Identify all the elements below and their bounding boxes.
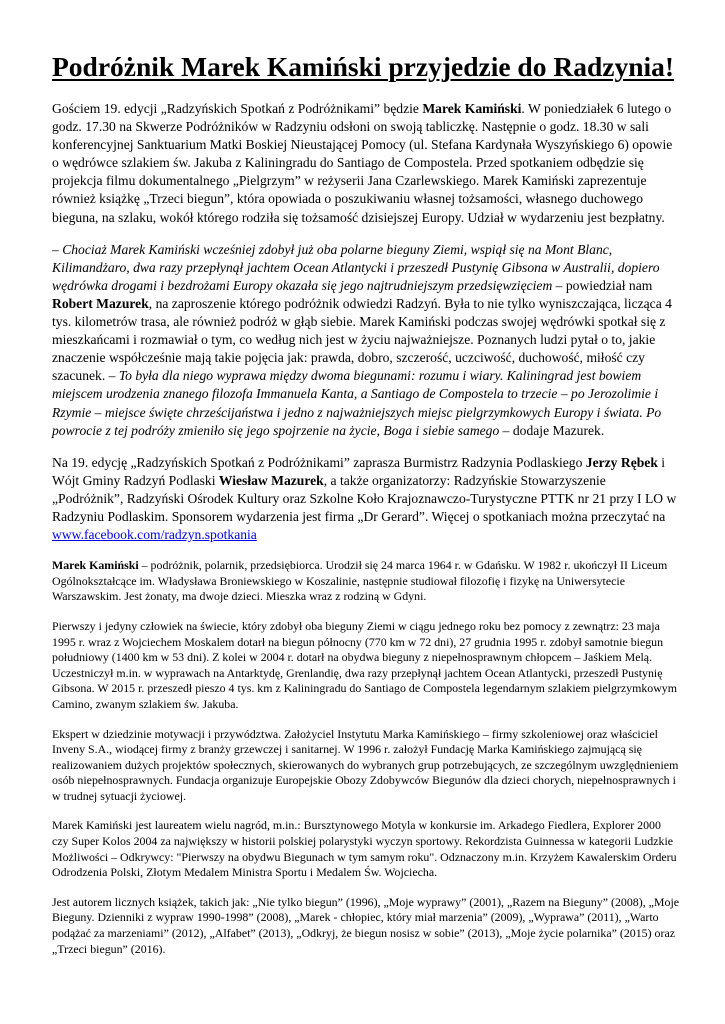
intro-text-a: Gościem 19. edycji „Radzyńskich Spotkań z Podróżnikami” będzie [52, 101, 423, 116]
quote-text-d: , na zaproszenie którego podróżnik odwiedzi Radzyń. Była to nie tylko wyniszczająca, licząca 4 tys. kilometrów trasa, ale również podróż w głąb siebie. Marek Kamiński podczas swojej wędrówki spotkał się z mieszkańcami i rozmawiał o tym, co według nich jest w życiu najważniejsze. Poznanych ludzi pytał o to, jakie znaczenie współcześnie mają takie pojęcia jak: prawda, dobro, szczerość, uczciwość, duchowość, miłość czy szacunek. – [52, 295, 672, 384]
invitation-text-c: i Wójt Gminy Radzyń Podlaski [52, 454, 666, 488]
article [52, 50, 680, 971]
books-paragraph: Jest autorem licznych książek, takich jak: „Nie tylko biegun” (1996), „Moje wyprawy” (2001), „Razem na Bieguny” (2008), „Moje Bieguny. Dzienniki z wypraw 1990-1998” (2008), „Marek - chłopiec, który miał marzenia” (2009), „Wyprawa” (2011), „Warto podążać za marzeniami” (2012), „Alfabet” (2013), „Odkryj, że biegun nosisz w sobie” (2013), „Moje życie polarnika” (2015) oraz „Trzeci biegun” (2016). [52, 894, 680, 956]
invitation-text-e: , a także organizatorzy: Radzyńskie Stowarzyszenie „Podróżnik”, Radzyński Ośrodek Kultury oraz Szkolne Koło Krajoznawczo-Turystyczne PTTK nr 21 przy I LO w Radzyniu Podlaskim. Sponsorem wydarzenia jest firma „Dr Gerard”. Więcej o spotkaniach można przeczytać na [52, 472, 677, 524]
intro-text-c: . W poniedziałek 6 lutego o godz. 17.30 na Skwerze Podróżników w Radzyniu odsłoni on swoją tabliczkę. Następnie o godz. 18.30 w sali konferencyjnej Sanktuarium Matki Boskiej Nieustającej Pomocy (ul. Stefana Kardynała Wyszyńskiego 6) opowie o wędrówce szlakiem św. Jakuba z Kaliningradu do Santiago de Compostela. Przed spotkaniem odbędzie się projekcja filmu dokumentalnego „Pielgrzym” w reżyserii Jana Czarlewskiego. Marek Kamiński zaprezentuje również książkę „Trzeci biegun”, która opowiada o poszukiwaniu własnej tożsamości, własnego duchowego bieguna, na szlaku, wokół którego rodziła się tożsamość dzisiejszej Europy. Udział w wydarzeniu jest bezpłatny. [52, 101, 673, 225]
achievements-paragraph: Pierwszy i jedyny człowiek na świecie, który zdobył oba bieguny Ziemi w ciągu jednego roku bez pomocy z zewnątrz: 23 maja 1995 r. wraz z Wojciechem Moskalem dotarł na biegun północny (770 km w 72 dni), 27 grudnia 1995 r. zdobył samotnie biegun południowy (1400 km w 53 dni). Z kolei w 2004 r. dotarł na obydwa bieguny z niepełnosprawnym chłopcem – Jaśkiem Melą. Uczestniczył m.in. w wyprawach na Antarktydę, Grenlandię, dwa razy przepłynął jachtem Ocean Atlantycki, przeszedł Pustynię Gibsona. W 2015 r. przeszedł pieszo 4 tys. km z Kaliningradu do Santiago de Compostela legendarnym szlakiem pielgrzymkowym Camino, zwanym szlakiem św. Jakuba. [52, 618, 678, 711]
intro-paragraph [52, 100, 680, 227]
mayor-name: Jerzy Rębek [585, 454, 658, 470]
bio-name: Marek Kamiński [52, 558, 139, 573]
organizer-name: Robert Mazurek [52, 295, 149, 311]
guest-name: Marek Kamiński [422, 101, 522, 116]
invitation-text-a: Na 19. edycję „Radzyńskich Spotkań z Podróżnikami” zaprasza Burmistrz Radzynia Podlaskiego [52, 454, 586, 470]
wojt-name: Wiesław Mazurek [218, 472, 324, 488]
expert-paragraph: Ekspert w dziedzinie motywacji i przywództwa. Założyciel Instytutu Marka Kamińskiego – firmy szkoleniowej oraz właściciel Inveny S.A., wiodącej firmy z branży grzewczej i sanitarnej. W 1996 r. założył Fundację Marka Kamińskiego zajmującą się realizowaniem dużych projektów społecznych, skierowanych do wybranych grup potrzebujących, ze szczególnym uwzględnieniem osób niepełnosprawnych. Fundacja organizuje Europejskie Obozy Zdobywców Biegunów dla dzieci chorych, niepełnosprawnych i w trudnej sytuacji życiowej. [52, 726, 679, 803]
bio-text: – podróżnik, polarnik, przedsiębiorca. Urodził się 24 marca 1964 r. w Gdańsku. W 1982 r. ukończył II Liceum Ogólnokształcące im. Władysława Broniewskiego w Koszalinie, następnie studiował filozofię i fizykę na Uniwersytecie Warszawskim. Jest żonaty, ma dwoje dzieci. Mieszka wraz z rodziną w Gdyni. [52, 558, 668, 604]
page-title: Podróżnik Marek Kamiński przyjedzie do Radzynia! [52, 51, 675, 82]
awards-paragraph: Marek Kamiński jest laureatem wielu nagród, m.in.: Bursztynowego Motyla w konkursie im. Arkadego Fiedlera, Explorer 2000 czy Super Kolos 2004 za największy w historii polskiej polarystyki wyczyn sportowy. Rekordzista Guinnessa w kategorii Ludzkie Możliwości – Odkrywcy: "Pierwszy na obydwu Biegunach w tym samym roku". Odznaczony m.in. Krzyżem Kawalerskim Orderu Odrodzenia Polski, Złotym Medalem Ministra Sportu i Medalem Św. Wojciecha. [52, 818, 677, 880]
invitation-paragraph [52, 454, 680, 544]
quote-text-b: – powiedział nam [552, 277, 653, 293]
quote-paragraph [52, 241, 680, 440]
quote-text-a: – Chociaż Marek Kamiński wcześniej zdobył już oba polarne bieguny Ziemi, wspiął się na Mont Blanc, Kilimandżaro, dwa razy przepłynął jachtem Ocean Atlantycki i przeszedł Pustynię Gibsona w Australii, dopiero wędrówka drogami i bezdrożami Europy okazała się jego najtrudniejszym przedsięwzięciem [52, 241, 660, 293]
quote-text-e: To była dla niego wyprawa między dwoma biegunami: rozumu i wiary. Kaliningrad jest bowiem miejscem urodzenia znanego filozofa Immanuela Kanta, a Santiago de Compostela to trzecie – po Jerozolimie i Rzymie – miejsce święte chrześcijaństwa i jedno z najważniejszych miejsc pielgrzymkowych Europy i świata. Po powrocie z tej podróży zmieniło się jego spojrzenie na życie, Boga i siebie samego [52, 368, 662, 438]
bio-paragraph [52, 558, 680, 605]
facebook-link[interactable]: www.facebook.com/radzyn.spotkania [52, 527, 257, 543]
quote-text-f: – dodaje Mazurek. [499, 422, 605, 438]
